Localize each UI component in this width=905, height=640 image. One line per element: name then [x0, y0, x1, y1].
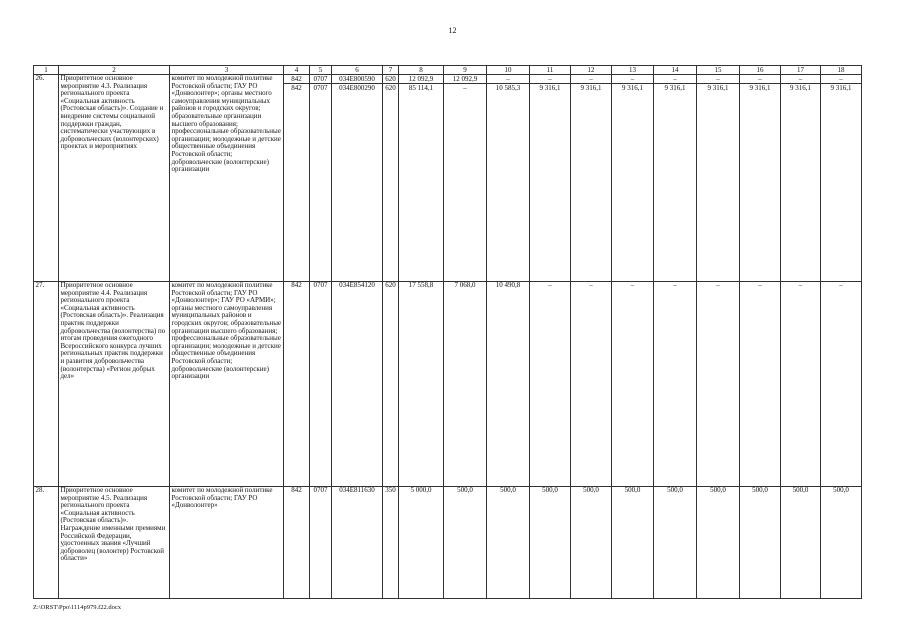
column-number: 11	[530, 66, 571, 75]
cell-value: 9 316,1	[821, 83, 861, 92]
column-number: 6	[332, 66, 383, 75]
cell-value: –	[589, 75, 593, 83]
cell-value: 0707	[310, 282, 332, 487]
cell-value: –	[821, 282, 862, 487]
column-number: 7	[383, 66, 399, 75]
column-number: 13	[612, 66, 654, 75]
cell-value: 500,0	[612, 487, 654, 599]
cell-value: –	[548, 75, 552, 83]
column-number: 18	[821, 66, 862, 75]
event-name: Приоритетное основное мероприятие 4.5. Реализация регионального проекта «Социальная активность (Ростовская область)». Награждение именными премиями Российской Федерации, удостоенных звания «Лучший доброволец (волонтер) Ростовской области»	[59, 487, 170, 599]
cell-value: 034E800590	[339, 75, 375, 83]
table-cell	[530, 75, 571, 282]
cell-value: 500,0	[781, 487, 821, 599]
cell-value: 9 316,1	[612, 83, 653, 92]
cell-value: 842	[284, 83, 309, 92]
column-number: 2	[59, 66, 170, 75]
cell-value: –	[506, 75, 510, 83]
cell-value: –	[781, 282, 821, 487]
column-number: 3	[170, 66, 284, 75]
cell-value: 842	[284, 282, 310, 487]
row-number: 28.	[34, 487, 59, 599]
cell-value: –	[612, 282, 654, 487]
cell-value: 842	[291, 75, 302, 83]
cell-value: –	[630, 75, 635, 83]
cell-value: 500,0	[444, 487, 487, 599]
cell-value: 500,0	[740, 487, 781, 599]
table-cell	[781, 75, 821, 282]
table-cell	[310, 75, 332, 282]
cell-value: 9 316,1	[697, 83, 739, 92]
cell-value: –	[673, 75, 677, 83]
cell-value: 7 068,0	[444, 282, 487, 487]
table-cell	[284, 75, 310, 282]
executor: комитет по молодежной политике Ростовской области; ГАУ РО «Донволонтер»; органы местного самоуправления муниципальных районов и городских округов; образовательные организации высшего образования; профессиональные образовательные организации; молодежные и детские общественные объединения Ростовской области; добровольческие (волонтерские) организации	[170, 75, 284, 282]
column-number: 12	[571, 66, 612, 75]
table-cell	[821, 75, 862, 282]
column-number: 10	[487, 66, 530, 75]
cell-value: –	[654, 282, 697, 487]
cell-value: –	[444, 83, 486, 92]
cell-value: 5 000,0	[399, 487, 444, 599]
cell-value: 500,0	[487, 487, 530, 599]
cell-value: 350	[383, 487, 399, 599]
cell-value: 12 092,9	[452, 75, 478, 83]
cell-value: –	[798, 75, 803, 83]
cell-value: 500,0	[571, 487, 612, 599]
cell-value: –	[716, 75, 720, 83]
table-cell	[654, 75, 697, 282]
cell-value: 9 316,1	[740, 83, 780, 92]
table-cell	[697, 75, 740, 282]
cell-value: 500,0	[821, 487, 862, 599]
table-cell	[383, 75, 399, 282]
cell-value: 10 490,8	[487, 282, 530, 487]
file-path: Z:\ORST\Ppo\1114p979.f22.docx	[33, 604, 121, 611]
table-cell	[399, 75, 444, 282]
table-cell	[332, 75, 383, 282]
column-number: 9	[444, 66, 487, 75]
event-name: Приоритетное основное мероприятие 4.3. Реализация регионального проекта «Социальная активность (Ростовская область)». Создание и внедрение системы социальной поддержки граждан, систематически участвующих в добровольческих (волонтерских) проектах и мероприятиях	[59, 75, 170, 282]
cell-value: –	[758, 75, 762, 83]
column-number: 17	[781, 66, 821, 75]
cell-value: 12 092,9	[408, 75, 434, 83]
column-number: 14	[654, 66, 697, 75]
cell-value: 034E800290	[332, 83, 382, 92]
cell-value: –	[530, 282, 571, 487]
cell-value: 842	[284, 487, 310, 599]
column-number: 15	[697, 66, 740, 75]
column-number: 8	[399, 66, 444, 75]
cell-value: 0707	[313, 75, 328, 83]
cell-value: 620	[385, 75, 396, 83]
column-number: 5	[310, 66, 332, 75]
executor: комитет по молодежной политике Ростовской области; ГАУ РО «Донволонтер»; ГАУ РО «АРМИ»; органы местного самоуправления муниципальных районов и городских округов; образовательные организации высшего образования; профессиональные образовательные организации; молодежные и детские общественные объединения Ростовской области; добровольческие (волонтерские) организации	[170, 282, 284, 487]
row-number: 27.	[34, 282, 59, 487]
cell-value: 9 316,1	[571, 83, 611, 92]
budget-table	[33, 65, 862, 599]
cell-value: 9 316,1	[530, 83, 570, 92]
table-cell	[740, 75, 781, 282]
page-number: 12	[448, 26, 457, 35]
cell-value: 10 585,3	[487, 83, 529, 92]
cell-value: –	[697, 282, 740, 487]
cell-value: 0707	[310, 487, 332, 599]
table-row	[34, 75, 862, 282]
column-number-row	[34, 66, 862, 75]
cell-value: 034E854120	[332, 282, 383, 487]
cell-value: 0707	[310, 83, 331, 92]
column-number: 4	[284, 66, 310, 75]
event-name: Приоритетное основное мероприятие 4.4. Реализация регионального проекта «Социальная активность (Ростовская область)». Реализация практик поддержки добровольчества (волонтерства) по итогам проведения ежегодного Всероссийского конкурса лучших региональных практик поддержки и развития добровольчества (волонтерства) «Регион добрых дел»	[59, 282, 170, 487]
cell-value: 034E811630	[332, 487, 383, 599]
cell-value: 9 316,1	[654, 83, 696, 92]
executor: комитет по молодежной политике Ростовской области; ГАУ РО «Донволонтер»	[170, 487, 284, 599]
table-cell	[612, 75, 654, 282]
cell-value: 500,0	[654, 487, 697, 599]
column-number: 16	[740, 66, 781, 75]
table-cell	[571, 75, 612, 282]
cell-value: –	[571, 282, 612, 487]
table-row	[34, 487, 862, 599]
row-number: 26.	[34, 75, 59, 282]
cell-value: 620	[383, 282, 399, 487]
cell-value: 9 316,1	[781, 83, 820, 92]
cell-value: 17 558,8	[399, 282, 444, 487]
cell-value: –	[740, 282, 781, 487]
table-cell	[487, 75, 530, 282]
table-row	[34, 282, 862, 487]
cell-value: 500,0	[697, 487, 740, 599]
cell-value: 85 114,1	[399, 83, 443, 92]
cell-value: 620	[383, 83, 398, 92]
cell-value: 500,0	[530, 487, 571, 599]
column-number: 1	[34, 66, 59, 75]
cell-value: –	[839, 75, 843, 83]
table-cell	[444, 75, 487, 282]
